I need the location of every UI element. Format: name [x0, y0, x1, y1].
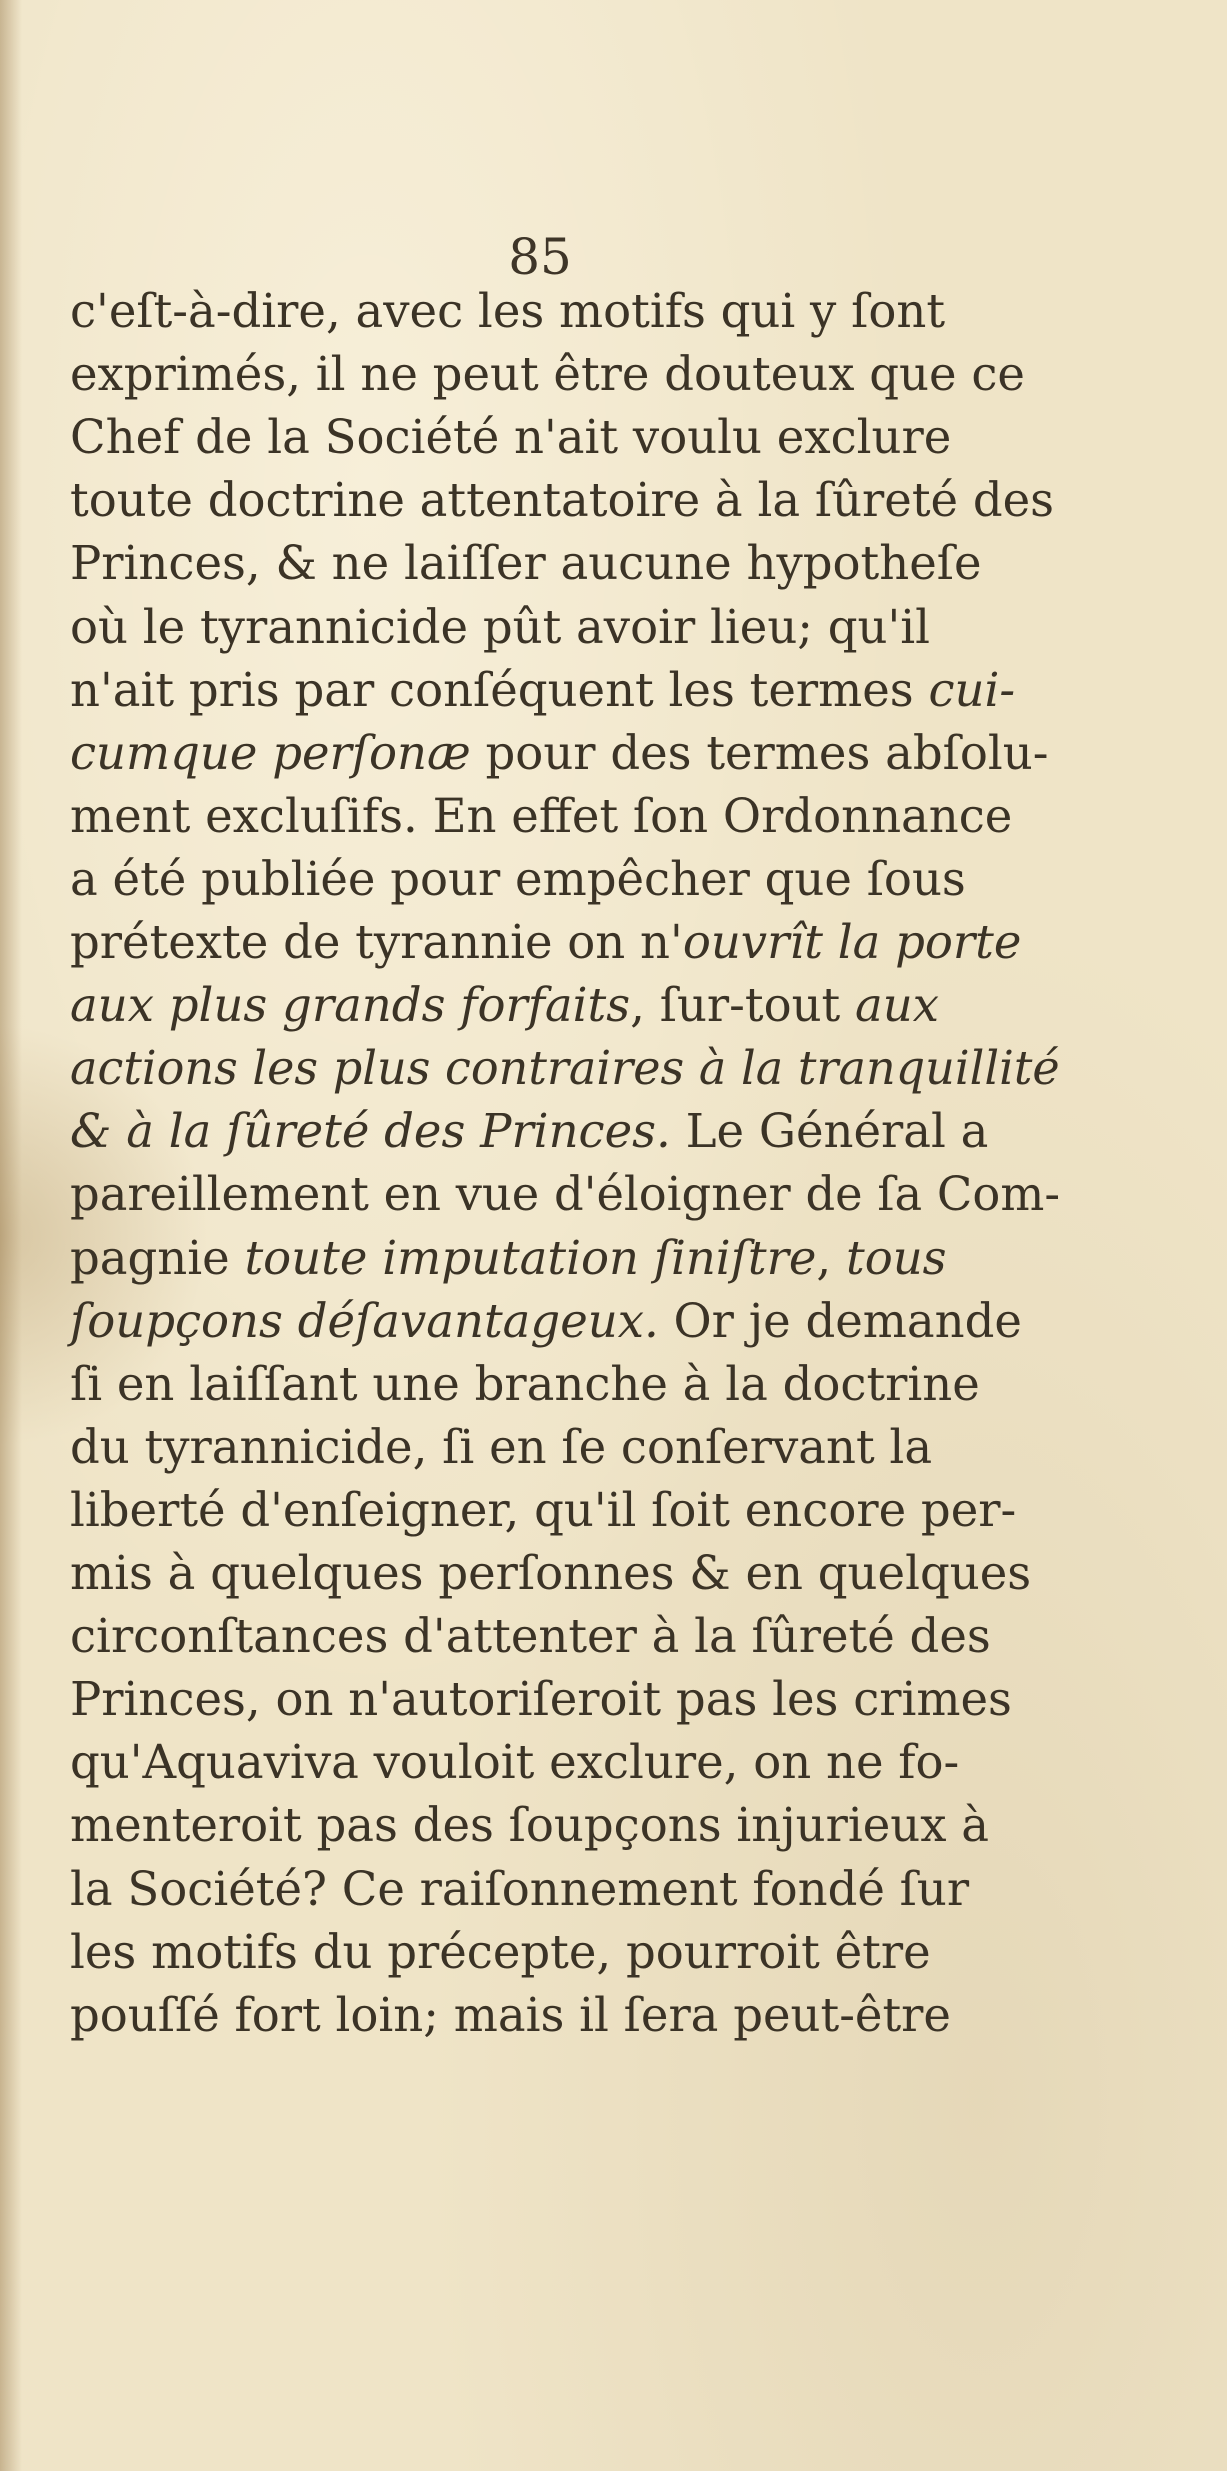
text-line — [70, 534, 1060, 594]
text-segment: pareillement en vue d'éloigner de ſa Com- — [70, 1167, 1061, 1223]
text-line — [70, 408, 1060, 468]
text-line — [70, 1292, 1060, 1352]
page-number: 85 — [508, 228, 572, 286]
text-line — [70, 913, 1060, 973]
text-segment: Le Général a — [670, 1104, 989, 1160]
text-line — [70, 1733, 1060, 1793]
text-line — [70, 976, 1060, 1036]
text-segment: pagnie — [70, 1230, 245, 1286]
text-line — [70, 1355, 1060, 1415]
text-line — [70, 471, 1060, 531]
text-segment: les motifs du précepte, pourroit être — [70, 1924, 931, 1980]
text-segment: prétexte de tyrannie on n' — [70, 915, 683, 970]
text-line — [70, 1418, 1060, 1478]
text-segment: menteroit pas des ſoupçons injurieux à — [70, 1798, 990, 1854]
text-line — [70, 598, 1060, 658]
italic-text: & à la ſûreté des Princes. — [70, 1104, 671, 1160]
italic-text: actions les plus contraires à la tranquillité — [70, 1041, 1060, 1097]
text-segment: ſi en laiſſant une branche à la doctrine — [70, 1356, 980, 1412]
text-segment: , — [816, 1230, 846, 1286]
text-segment: où le tyrannicide pût avoir lieu; qu'il — [70, 599, 931, 655]
text-line — [70, 1607, 1060, 1667]
text-line — [70, 1544, 1060, 1604]
italic-text: toute imputation ſiniſtre — [244, 1230, 817, 1286]
text-segment: mis à quelques perſonnes & en quelques — [70, 1546, 1032, 1601]
text-line — [70, 787, 1060, 847]
italic-text: tous — [845, 1230, 947, 1286]
text-line — [70, 1039, 1060, 1099]
text-line — [70, 1102, 1060, 1162]
text-segment: , ſur-tout — [630, 978, 856, 1034]
italic-text: ouvrît la porte — [682, 915, 1022, 970]
text-line — [70, 1923, 1060, 1983]
text-line — [70, 1670, 1060, 1730]
text-segment: qu'Aquaviva vouloit exclure, on ne fo- — [70, 1735, 960, 1791]
text-segment: pour des termes abſolu- — [470, 725, 1049, 781]
text-line — [70, 1481, 1060, 1541]
text-segment: pouſſé fort loin; mais il ſera peut-être — [70, 1987, 951, 2043]
text-segment: Or je demande — [658, 1293, 1022, 1349]
text-segment: exprimés, il ne peut être douteux que ce — [70, 347, 1025, 403]
text-segment: ment excluſifs. En effet ſon Ordonnance — [70, 788, 1013, 844]
text-line — [70, 1860, 1060, 1920]
italic-text: aux — [855, 978, 940, 1034]
italic-text: ſoupçons déſavantageux. — [70, 1293, 659, 1349]
text-segment: liberté d'enſeigner, qu'il ſoit encore per- — [70, 1482, 1017, 1538]
italic-text: cumque perſonæ — [70, 725, 471, 781]
text-line — [70, 850, 1060, 910]
text-line — [70, 1229, 1060, 1289]
text-line — [70, 1165, 1061, 1225]
text-segment: la Société? Ce raiſonnement fondé ſur — [70, 1861, 970, 1917]
text-line — [70, 1986, 1060, 2046]
text-segment: n'ait pris par conſéquent les termes — [70, 662, 929, 718]
text-line — [70, 282, 1060, 342]
text-line — [70, 661, 1060, 721]
text-segment: du tyrannicide, ſi en ſe conſervant la — [70, 1419, 933, 1475]
text-line — [70, 724, 1060, 784]
text-segment: Chef de la Société n'ait voulu exclure — [70, 410, 952, 466]
italic-text: cui- — [928, 662, 1016, 718]
text-segment: c'eſt-à-dire, avec les motifs qui y ſont — [70, 284, 946, 339]
text-line — [70, 345, 1060, 405]
text-segment: Princes, & ne laiſſer aucune hypotheſe — [70, 536, 982, 592]
text-segment: Princes, on n'autoriſeroit pas les crimes — [70, 1672, 1012, 1728]
italic-text: aux plus grands forfaits — [70, 978, 631, 1034]
text-segment: toute doctrine attentatoire à la ſûreté des — [70, 473, 1055, 529]
text-line — [70, 1796, 1060, 1856]
text-segment: circonſtances d'attenter à la ſûreté des — [70, 1609, 991, 1665]
text-segment: a été publiée pour empêcher que ſous — [70, 851, 966, 907]
